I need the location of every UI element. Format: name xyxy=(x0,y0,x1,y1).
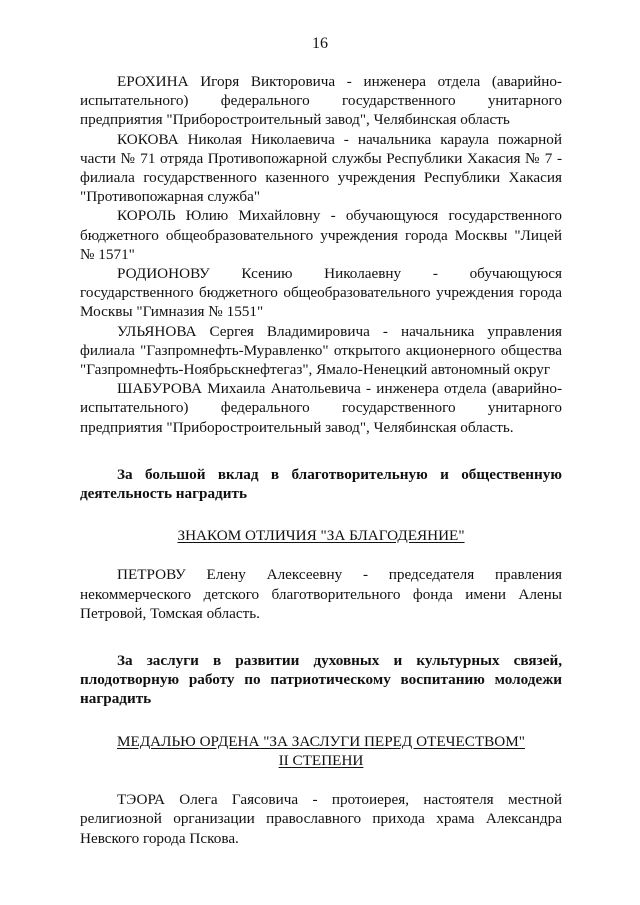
award-title-charity xyxy=(80,526,562,545)
award-title-medal xyxy=(80,732,562,770)
section-heading-spiritual: За заслуги в развитии духовных и культурных связей, плодотворную работу по патриотическому воспитанию молодежи наградить xyxy=(80,652,562,708)
award-recipient-entry: ТЭОРА Олега Гаясовича - протоиерея, настоятеля местной религиозной организации православного прихода храма Александра Невского города Пскова. xyxy=(80,791,562,847)
section-heading-charity: За большой вклад в благотворительную и общественную деятельность наградить xyxy=(80,465,562,503)
award-recipient-entry: ПЕТРОВУ Елену Алексеевну - председателя правления некоммерческого детского благотворительного фонда имени Алены Петровой, Томская область. xyxy=(80,566,562,622)
award-recipient-entry: КОКОВА Николая Николаевича - начальника караула пожарной части № 71 отряда Противопожарной службы Республики Хакасия № 7 - филиала государственного казенного учреждения Республики Хакасия "Противопожарная служба" xyxy=(80,130,562,206)
award-title-line: ЗНАКОМ ОТЛИЧИЯ "ЗА БЛАГОДЕЯНИЕ" xyxy=(177,527,465,545)
award-recipient-entry: РОДИОНОВУ Ксению Николаевну - обучающуюся государственного бюджетного общеобразовательного учреждения города Москвы "Гимназия № 1551" xyxy=(80,265,562,321)
award-recipient-entry: КОРОЛЬ Юлию Михайловну - обучающуюся государственного бюджетного общеобразовательного учреждения города Москвы "Лицей № 1571" xyxy=(80,207,562,263)
award-recipient-entry: УЛЬЯНОВА Сергея Владимировича - начальника управления филиала "Газпромнефть-Муравленко" открытого акционерного общества "Газпромнефть-Ноябрьскнефтегаз", Ямало-Ненецкий автономный округ xyxy=(80,322,562,379)
page-number: 16 xyxy=(312,35,328,52)
award-recipient-entry: ШАБУРОВА Михаила Анатольевича - инженера отдела (аварийно-испытательного) федерального государственного унитарного предприятия "Приборостроительный завод", Челябинская область. xyxy=(80,380,562,436)
document-body xyxy=(80,72,562,848)
award-title-line: МЕДАЛЬЮ ОРДЕНА "ЗА ЗАСЛУГИ ПЕРЕД ОТЕЧЕСТВОМ" xyxy=(117,732,525,750)
award-recipient-entry: ЕРОХИНА Игоря Викторовича - инженера отдела (аварийно-испытательного) федерального государственного унитарного предприятия "Приборостроительный завод", Челябинская область xyxy=(80,73,562,129)
award-title-line: II СТЕПЕНИ xyxy=(278,751,364,769)
